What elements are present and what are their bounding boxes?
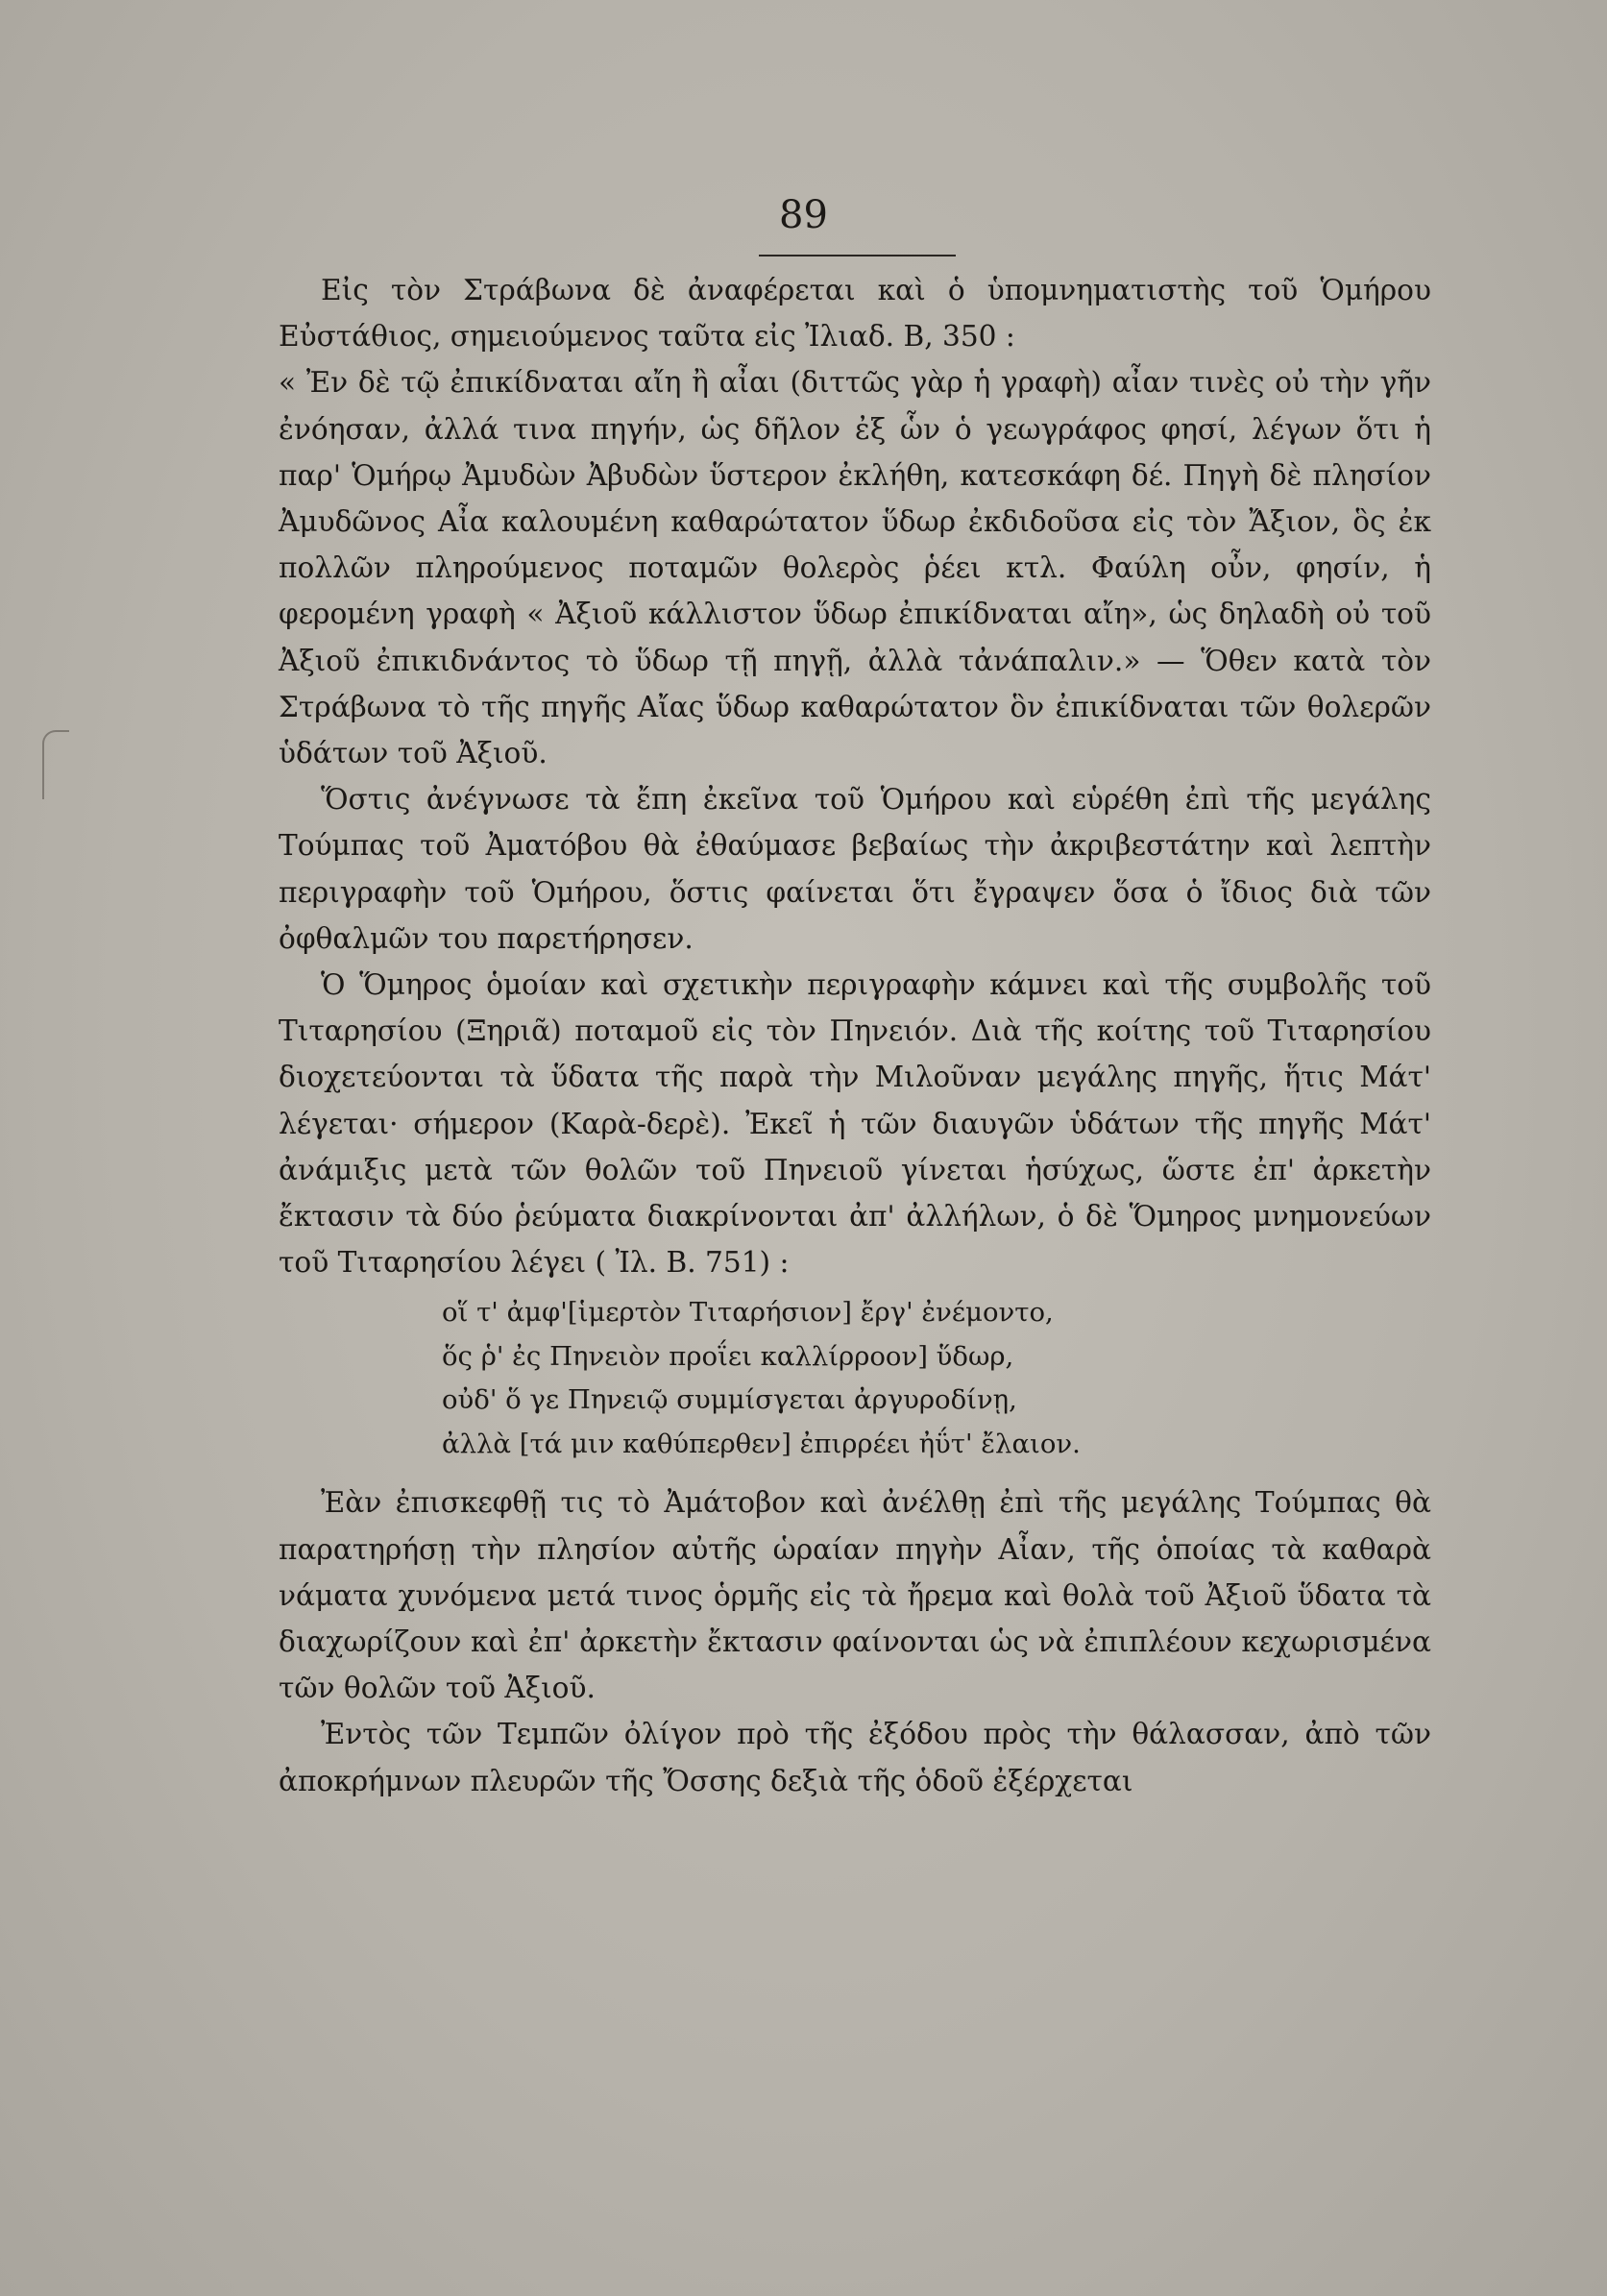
paragraph-titaresios: Ὁ Ὅμηρος ὁμοίαν καὶ σχετικὴν περιγραφὴν κάμνει καὶ τῆς συμβολῆς τοῦ Τιταρησίου (Ξηριᾶ) ποταμοῦ εἰς τὸν Πηνειόν. Διὰ τῆς κοίτης τοῦ Τιταρησίου διοχετεύονται τὰ ὕδατα τῆς παρὰ τὴν Μιλοῦναν μεγάλης πηγῆς, ἥτις Μάτ' λέγεται· σήμερον (Καρὰ-δερὲ). Ἐκεῖ ἡ τῶν διαυγῶν ὑδάτων τῆς πηγῆς Μάτ' ἀνάμιξις μετὰ τῶν θολῶν τοῦ Πηνειοῦ γίνεται ἡσύχως, ὥστε ἐπ' ἀρκετὴν ἔκτασιν τὰ δύο ῥεύματα διακρίνονται ἀπ' ἀλλήλων, ὁ δὲ Ὅμηρος μνημονεύων τοῦ Τιταρησίου λέγει ( Ἰλ. Β. 751) : bbox=[279, 968, 1431, 1280]
iliad-verse-quote bbox=[442, 1291, 1431, 1466]
paragraph-strabo-eustathius: Εἰς τὸν Στράβωνα δὲ ἀναφέρεται καὶ ὁ ὑπομνηματιστὴς τοῦ Ὁμήρου Εὐστάθιος, σημειούμενος ταῦτα εἰς Ἰλιαδ. Β, 350 : bbox=[279, 274, 1431, 354]
verse-line: ἀλλὰ [τά μιν καθύπερθεν] ἐπιρρέει ἠΰτ' ἔλαιον. bbox=[442, 1428, 1081, 1459]
verse-line: ὅς ῥ' ἐς Πηνειὸν προΐει καλλίρροον] ὕδωρ, bbox=[442, 1340, 1014, 1372]
paragraph-homer-description: Ὅστις ἀνέγνωσε τὰ ἔπη ἐκεῖνα τοῦ Ὁμήρου καὶ εὑρέθη ἐπὶ τῆς μεγάλης Τούμπας τοῦ Ἀματόβου θὰ ἐθαύμασε βεβαίως τὴν ἀκριβεστάτην καὶ λεπτὴν περιγραφὴν τοῦ Ὁμήρου, ὅστις φαίνεται ὅτι ἔγραψεν ὅσα ὁ ἴδιος διὰ τῶν ὀφθαλμῶν του παρετήρησεν. bbox=[279, 783, 1431, 955]
verse-line: οἵ τ' ἀμφ'[ἱμερτὸν Τιταρήσιον] ἔργ' ἐνέμοντο, bbox=[442, 1297, 1054, 1329]
paragraph-amatovo-visit: Ἐὰν ἐπισκεφθῇ τις τὸ Ἀμάτοβον καὶ ἀνέλθῃ ἐπὶ τῆς μεγάλης Τούμπας θὰ παρατηρήσῃ τὴν πλησίον αὐτῆς ὡραίαν πηγὴν Αἶαν, τῆς ὁποίας τὰ καθαρὰ νάματα χυνόμενα μετά τινος ὁρμῆς εἰς τὰ ἤρεμα καὶ θολὰ τοῦ Ἀξιοῦ ὕδατα τὰ διαχωρίζουν καὶ ἐπ' ἀρκετὴν ἔκτασιν φαίνονται ὡς νὰ ἐπιπλέουν κεχωρισμένα τῶν θολῶν τοῦ Ἀξιοῦ. bbox=[279, 1486, 1431, 1705]
verse-line: οὐδ' ὅ γε Πηνειῷ συμμίσγεται ἀργυροδίνῃ, bbox=[442, 1384, 1017, 1416]
page-number-rule bbox=[759, 255, 956, 256]
paragraph-tempe: Ἐντὸς τῶν Τεμπῶν ὀλίγον πρὸ τῆς ἐξόδου πρὸς τὴν θάλασσαν, ἀπὸ τῶν ἀποκρήμνων πλευρῶν τῆς Ὄσσης δεξιὰ τῆς ὁδοῦ ἐξέρχεται bbox=[279, 1718, 1431, 1797]
page-number: 89 bbox=[779, 193, 828, 237]
body-text bbox=[279, 267, 1431, 1804]
paragraph-quotation: « Ἐν δὲ τῷ ἐπικίδναται αἴη ἢ αἶαι (διττῶς γὰρ ἡ γραφὴ) αἶαν τινὲς οὐ τὴν γῆν ἐνόησαν, ἀλλά τινα πηγήν, ὡς δῆλον ἐξ ὧν ὁ γεωγράφος φησί, λέγων ὅτι ἡ παρ' Ὁμήρῳ Ἀμυδὼν Ἀβυδὼν ὕστερον ἐκλήθη, κατεσκάφη δέ. Πηγὴ δὲ πλησίον Ἀμυδῶνος Αἶα καλουμένη καθαρώτατον ὕδωρ ἐκδιδοῦσα εἰς τὸν Ἄξιον, ὃς ἐκ πολλῶν πληρούμενος ποταμῶν θολερὸς ῥέει κτλ. Φαύλη οὖν, φησίν, ἡ φερομένη γραφὴ « Ἀξιοῦ κάλλιστον ὕδωρ ἐπικίδναται αἴη», ὡς δηλαδὴ οὐ τοῦ Ἀξιοῦ ἐπικιδνάντος τὸ ὕδωρ τῇ πηγῇ, ἀλλὰ τἀνάπαλιν.» — Ὅθεν κατὰ τὸν Στράβωνα τὸ τῆς πηγῆς Αἴας ὕδωρ καθαρώτατον ὃν ἐπικίδναται τῶν θολερῶν ὑδάτων τοῦ Ἀξιοῦ. bbox=[279, 366, 1431, 770]
margin-pencil-mark bbox=[42, 730, 69, 799]
